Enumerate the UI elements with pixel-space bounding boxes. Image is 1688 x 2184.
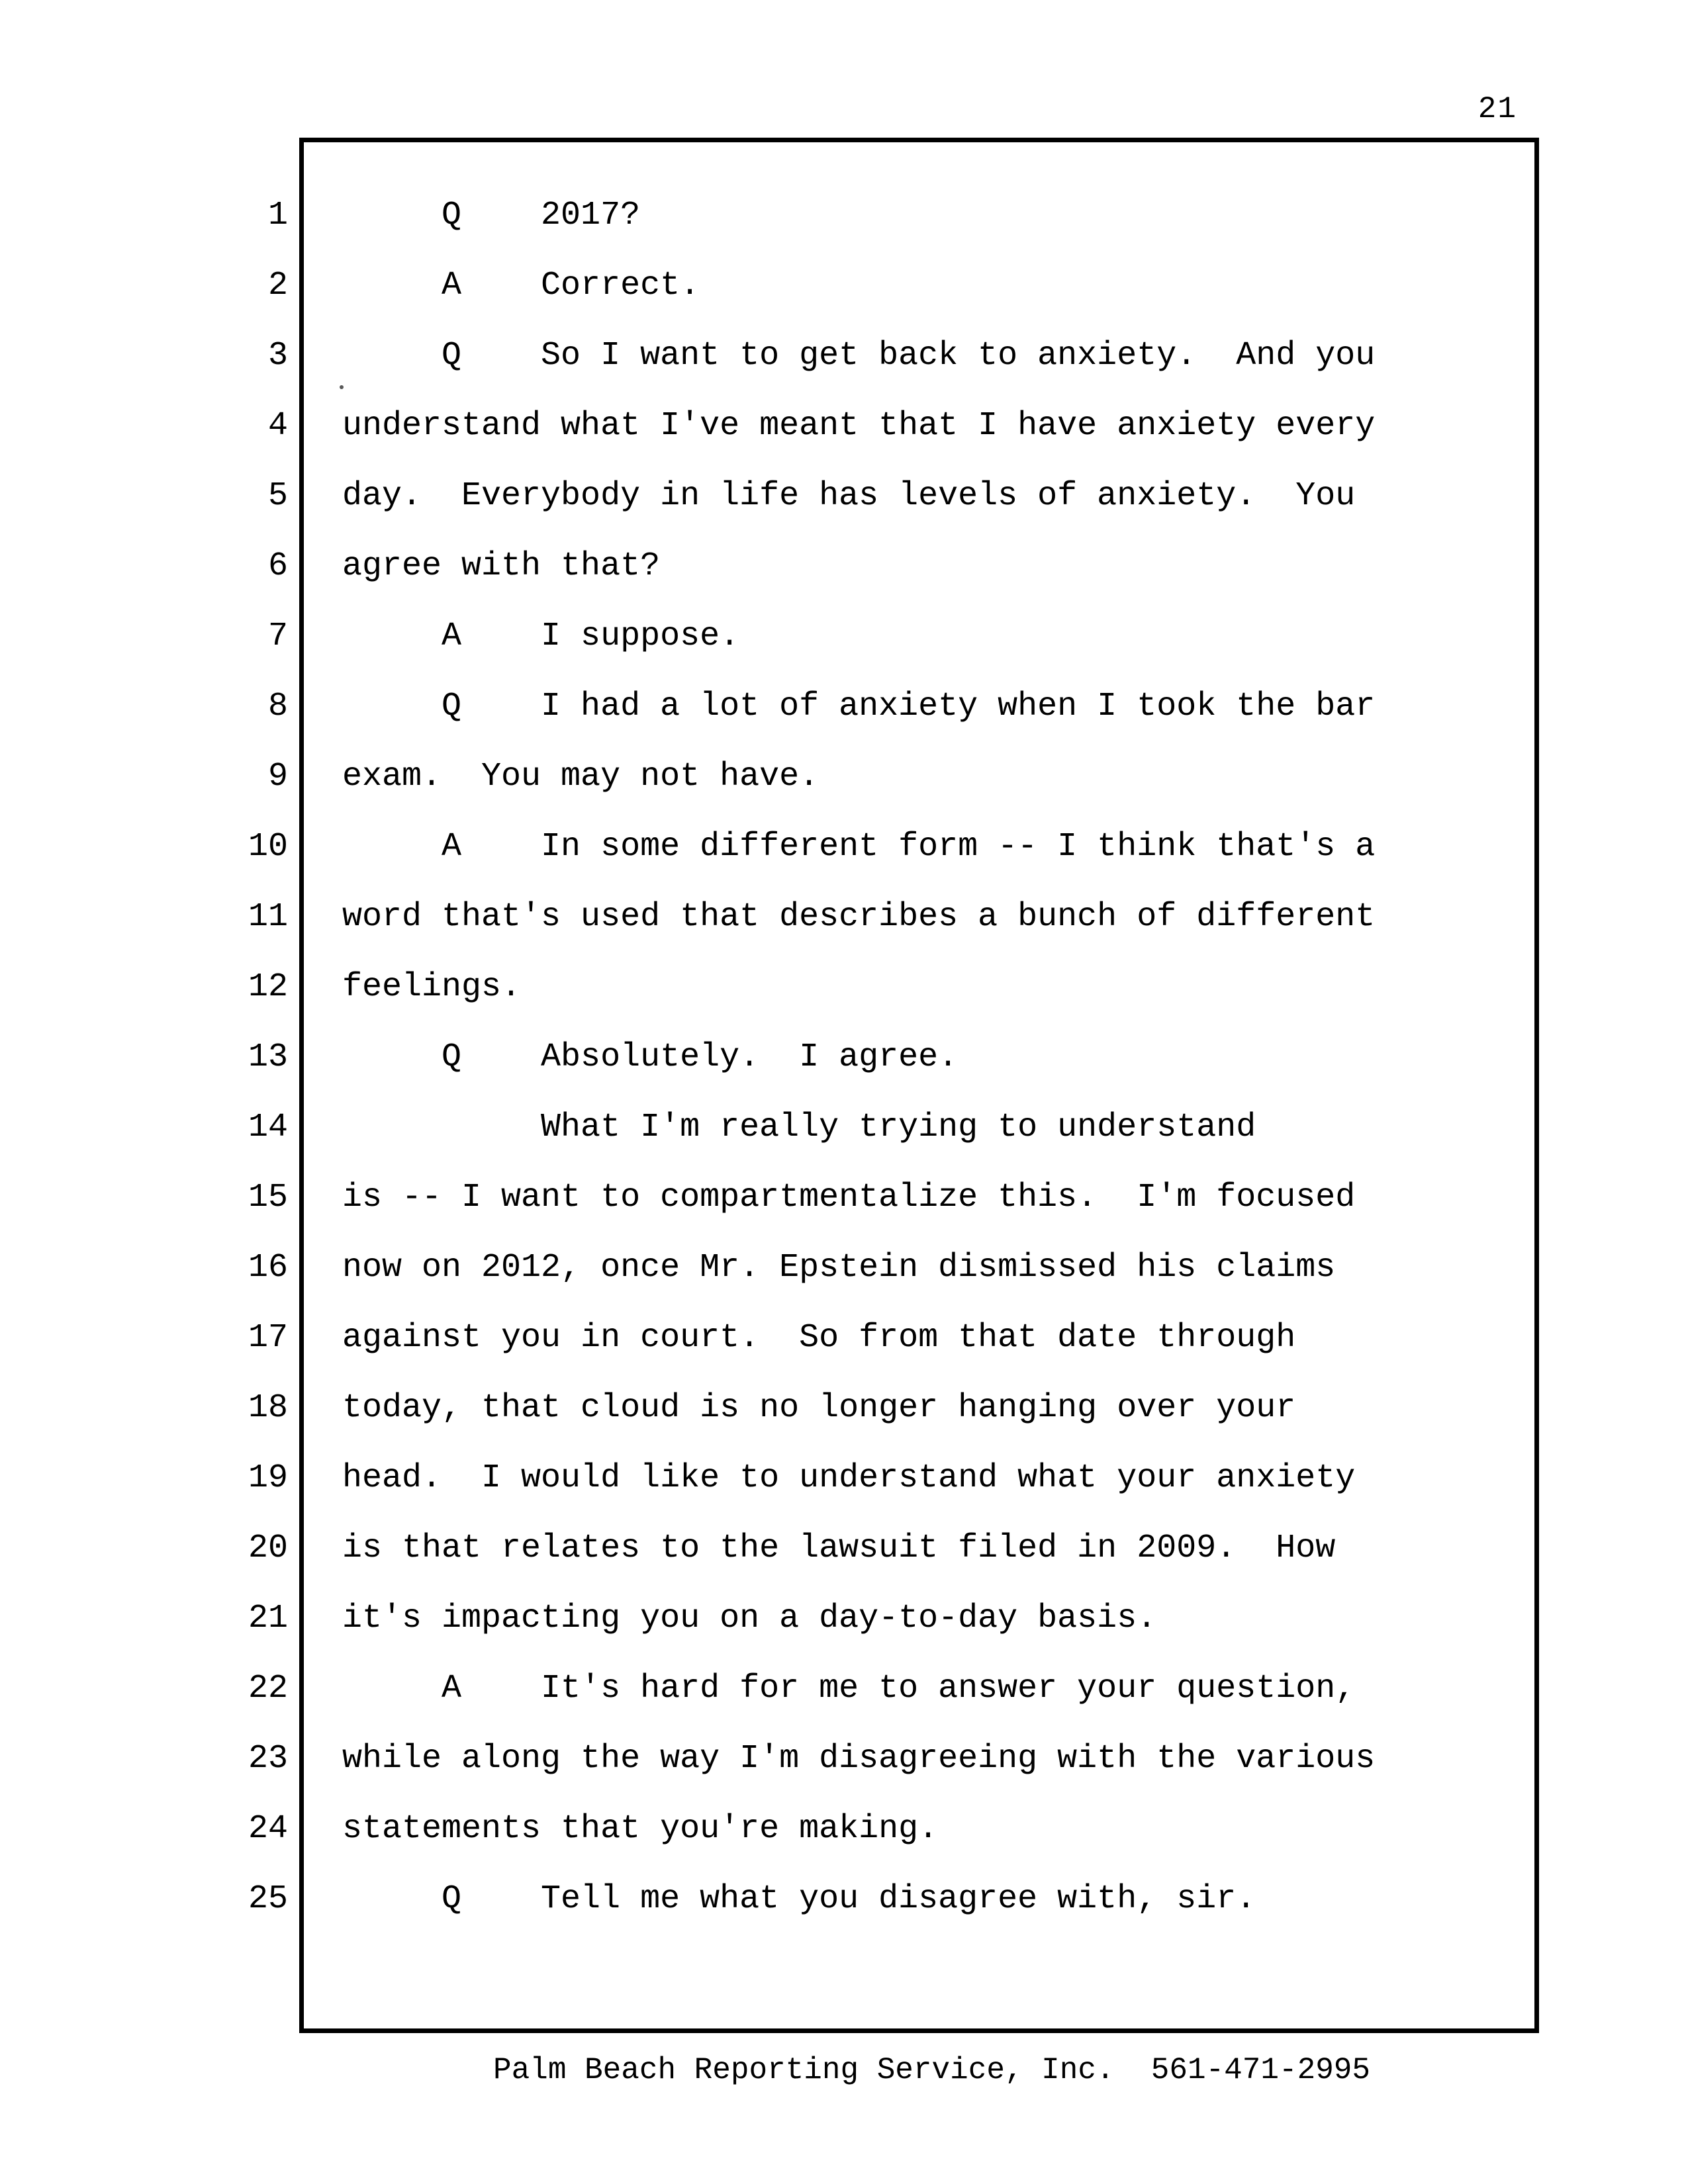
line-text: it's impacting you on a day-to-day basis. [342, 1600, 1157, 1637]
transcript-line [0, 1023, 1688, 1093]
transcript-lines [0, 181, 1688, 1934]
line-text: Q 2017? [342, 197, 641, 234]
line-text: A In some different form -- I think that's a [342, 828, 1376, 866]
line-number: 22 [248, 1670, 288, 1707]
line-text: while along the way I'm disagreeing with the various [342, 1740, 1376, 1778]
transcript-line [0, 1373, 1688, 1443]
transcript-line [0, 1514, 1688, 1584]
line-text: is that relates to the lawsuit filed in 2009. How [342, 1529, 1336, 1567]
line-text: A It's hard for me to answer your question, [342, 1670, 1356, 1707]
line-number: 21 [248, 1600, 288, 1637]
transcript-line [0, 1093, 1688, 1163]
line-text: is -- I want to compartmentalize this. I'm focused [342, 1179, 1356, 1216]
line-text: A Correct. [342, 267, 700, 304]
line-number: 16 [248, 1249, 288, 1287]
line-text: understand what I've meant that I have anxiety every [342, 407, 1376, 445]
line-text: agree with that? [342, 547, 661, 585]
transcript-line [0, 1163, 1688, 1233]
line-number: 7 [267, 617, 288, 655]
line-number: 19 [248, 1459, 288, 1497]
line-number: 10 [248, 828, 288, 866]
line-number: 1 [267, 197, 288, 234]
transcript-line [0, 1724, 1688, 1794]
transcript-line [0, 812, 1688, 882]
transcript-line [0, 321, 1688, 391]
transcript-line [0, 1303, 1688, 1373]
transcript-line [0, 531, 1688, 602]
line-number: 13 [248, 1038, 288, 1076]
line-text: today, that cloud is no longer hanging over your [342, 1389, 1296, 1427]
line-number: 3 [267, 337, 288, 375]
line-number: 23 [248, 1740, 288, 1778]
line-text: Q I had a lot of anxiety when I took the bar [342, 688, 1376, 725]
line-number: 24 [248, 1810, 288, 1848]
line-number: 4 [267, 407, 288, 445]
transcript-line [0, 602, 1688, 672]
line-text: against you in court. So from that date through [342, 1319, 1296, 1357]
line-text: statements that you're making. [342, 1810, 939, 1848]
line-number: 14 [248, 1109, 288, 1146]
line-number: 11 [248, 898, 288, 936]
line-number: 8 [267, 688, 288, 725]
line-number: 6 [267, 547, 288, 585]
line-text: feelings. [342, 968, 522, 1006]
line-number: 25 [248, 1880, 288, 1918]
line-text: Q Absolutely. I agree. [342, 1038, 959, 1076]
transcript-line [0, 1794, 1688, 1864]
transcript-line [0, 1864, 1688, 1934]
line-text: What I'm really trying to understand [342, 1109, 1256, 1146]
line-number: 20 [248, 1529, 288, 1567]
line-number: 5 [267, 477, 288, 515]
line-number: 17 [248, 1319, 288, 1357]
line-text: head. I would like to understand what your anxiety [342, 1459, 1356, 1497]
transcript-line [0, 1233, 1688, 1303]
line-number: 2 [267, 267, 288, 304]
line-number: 12 [248, 968, 288, 1006]
transcript-line [0, 952, 1688, 1023]
line-text: now on 2012, once Mr. Epstein dismissed his claims [342, 1249, 1336, 1287]
transcript-line [0, 1584, 1688, 1654]
line-number: 15 [248, 1179, 288, 1216]
transcript-line [0, 461, 1688, 531]
transcript-line [0, 181, 1688, 251]
line-text: word that's used that describes a bunch of different [342, 898, 1376, 936]
reporting-service-footer: Palm Beach Reporting Service, Inc. 561-471-2995 [493, 2053, 1371, 2087]
transcript-line [0, 672, 1688, 742]
line-text: Q So I want to get back to anxiety. And you [342, 337, 1376, 375]
line-number: 18 [248, 1389, 288, 1427]
line-text: Q Tell me what you disagree with, sir. [342, 1880, 1256, 1918]
transcript-line [0, 882, 1688, 952]
line-text: exam. You may not have. [342, 758, 820, 796]
transcript-line [0, 391, 1688, 461]
line-text: A I suppose. [342, 617, 740, 655]
line-text: day. Everybody in life has levels of anxiety. You [342, 477, 1356, 515]
transcript-line [0, 1443, 1688, 1514]
transcript-line [0, 251, 1688, 321]
page-number: 21 [1477, 92, 1517, 126]
line-number: 9 [267, 758, 288, 796]
transcript-line [0, 1654, 1688, 1724]
transcript-line [0, 742, 1688, 812]
